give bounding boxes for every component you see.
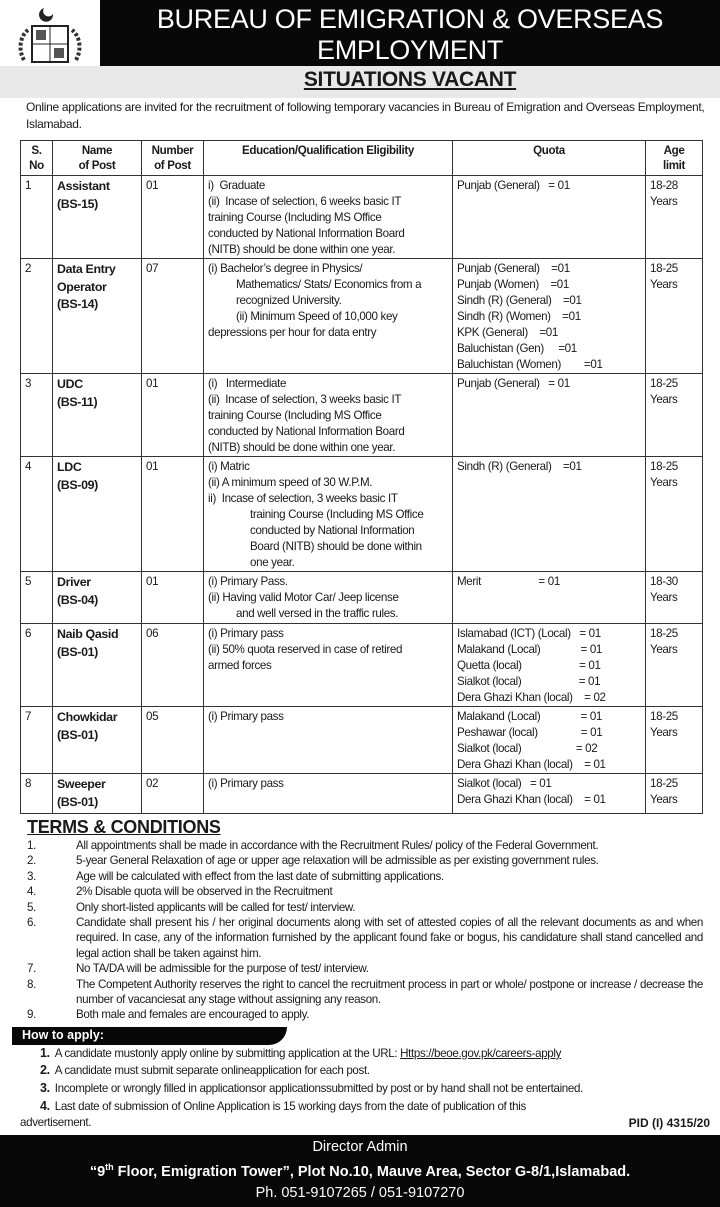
age-limit-line: Years <box>650 393 678 406</box>
eligibility-line: Board (NITB) should be done within <box>250 540 422 553</box>
header-text: limit <box>662 159 686 172</box>
how-item <box>40 1062 710 1080</box>
item-text: Incomplete or wrongly filled in applicationsor applicationssubmitted by post or by hand shall not be entertained. <box>54 1082 583 1096</box>
pid-number: PID (I) 4315/20 <box>628 1116 710 1131</box>
age-limit-line: Years <box>650 793 678 806</box>
serial-number: 7 <box>21 707 53 774</box>
eligibility-line: conducted by National Information Board <box>208 227 405 240</box>
eligibility-line: (i) Primary pass <box>208 710 284 723</box>
post-name <box>53 774 142 814</box>
quota-line: Sialkot (local) = 01 <box>457 777 552 790</box>
age-limit <box>646 176 703 259</box>
post-name-line: Assistant <box>57 179 110 193</box>
age-limit-line: 18-25 <box>650 627 678 640</box>
serial-number: 5 <box>21 572 53 624</box>
serial-number: 4 <box>21 457 53 572</box>
post-name-line: Chowkidar <box>57 710 118 724</box>
eligibility-line: (ii) Minimum Speed of 10,000 key <box>236 310 398 323</box>
eligibility <box>204 259 453 374</box>
post-name <box>53 176 142 259</box>
term-text: Age will be calculated with effect from the last date of submitting applications. <box>76 869 444 883</box>
post-count: 07 <box>142 259 204 374</box>
age-limit <box>646 707 703 774</box>
column-header <box>21 141 53 176</box>
term-text: Only short-listed applicants will be called for test/ interview. <box>76 900 356 914</box>
addr-sup: th <box>105 1162 114 1173</box>
eligibility <box>204 707 453 774</box>
serial-number: 8 <box>21 774 53 814</box>
age-limit-line: 18-25 <box>650 777 678 790</box>
eligibility-line: (i) Primary Pass. <box>208 575 288 588</box>
addr-part: Floor, Emigration Tower”, Plot No.10, Mauve Area, Sector G-8/1,Islamabad. <box>113 1164 631 1181</box>
eligibility-line: (NITB) should be done within one year. <box>208 441 396 454</box>
eligibility-line: depressions per hour for data entry <box>208 326 377 339</box>
column-header <box>646 141 703 176</box>
eligibility-line: (i) Matric <box>208 460 250 473</box>
eligibility-line: recognized University. <box>236 294 342 307</box>
term-number: 7. <box>27 962 36 976</box>
post-name-line: Operator <box>57 279 107 294</box>
age-limit-line: Years <box>650 476 678 489</box>
quota-line: KPK (General) =01 <box>457 326 558 339</box>
careers-apply-link[interactable]: Https://beoe.gov.pk/careers-apply <box>400 1046 562 1060</box>
term-item <box>27 838 703 853</box>
subtitle: SITUATIONS VACANT <box>303 68 517 91</box>
eligibility <box>204 176 453 259</box>
post-name-line: (BS-15) <box>57 196 98 211</box>
table-row <box>21 624 703 707</box>
quota <box>453 176 646 259</box>
eligibility-line: training Course (Including MS Office <box>208 409 382 422</box>
how-to-apply-heading: How to apply: <box>12 1027 287 1045</box>
item-number: 3. <box>40 1081 50 1096</box>
post-name-line: (BS-04) <box>57 592 98 607</box>
age-limit-line: 18-25 <box>650 262 678 275</box>
footer <box>0 1135 720 1207</box>
title-line-1: BUREAU OF EMIGRATION & OVERSEAS <box>156 4 664 34</box>
quota-line: Peshawar (local) = 01 <box>457 726 603 739</box>
post-name <box>53 374 142 457</box>
footer-phone: Ph. 051-9107265 / 051-9107270 <box>255 1184 465 1201</box>
eligibility-line: (ii) Incase of selection, 6 weeks basic IT <box>208 195 402 208</box>
quota <box>453 624 646 707</box>
eligibility-line: training Course (Including MS Office <box>208 211 382 224</box>
header-text: of Post <box>78 159 116 172</box>
term-item <box>27 961 703 976</box>
how-item-continued: advertisement. <box>20 1116 92 1130</box>
post-count: 05 <box>142 707 204 774</box>
eligibility-line: i) Graduate <box>208 179 266 192</box>
serial-number: 1 <box>21 176 53 259</box>
footer-title: Director Admin <box>312 1138 408 1155</box>
term-number: 3. <box>27 869 36 883</box>
table-row <box>21 259 703 374</box>
quota-line: Dera Ghazi Khan (local) = 01 <box>457 793 606 806</box>
term-text: 5-year General Relaxation of age or upper age relaxation will be admissible as per existing government rules. <box>76 854 599 868</box>
quota <box>453 374 646 457</box>
term-text: Candidate shall present his / her original documents along with set of attested copies of all the relevant documents as and when required. In case, any of the information furnished by the applicant found fake or bogus, his candidature shall stand cancelled and legal action shall be taken against him. <box>76 916 703 960</box>
quota-line: Sialkot (local) = 01 <box>457 675 601 688</box>
post-count: 06 <box>142 624 204 707</box>
quota-line: Baluchistan (Gen) =01 <box>457 342 577 355</box>
eligibility-line: (ii) Incase of selection, 3 weeks basic IT <box>208 393 402 406</box>
term-number: 1. <box>27 839 36 852</box>
eligibility <box>204 457 453 572</box>
item-number: 1. <box>40 1045 50 1060</box>
post-name-line: Driver <box>57 575 91 589</box>
quota-line: Quetta (local) = 01 <box>457 659 601 672</box>
age-limit-line: Years <box>650 726 678 739</box>
eligibility-line: training Course (Including MS Office <box>250 508 424 521</box>
eligibility-line: (i) Intermediate <box>208 377 287 390</box>
eligibility-line: (i) Primary pass <box>208 627 284 640</box>
item-number: 2. <box>40 1063 50 1078</box>
post-name-line: Data Entry <box>57 262 116 276</box>
term-number: 5. <box>27 900 36 914</box>
table-row <box>21 457 703 572</box>
term-item <box>27 1007 703 1022</box>
post-count: 01 <box>142 572 204 624</box>
eligibility <box>204 374 453 457</box>
how-item <box>40 1045 710 1063</box>
quota-line: Sindh (R) (General) =01 <box>457 460 582 473</box>
term-item <box>27 977 703 1008</box>
quota-line: Islamabad (ICT) (Local) = 01 <box>457 627 601 640</box>
eligibility-line: conducted by National Information <box>250 524 415 537</box>
title-line-2: EMPLOYMENT <box>316 35 504 65</box>
item-text: A candidate mustonly apply online by submitting application at the URL: <box>54 1046 401 1060</box>
term-text: The Competent Authority reserves the right to cancel the recruitment process in part or whole/ postpone or increase / decrease the number of vacanciesat any stage without assigning any reason. <box>76 977 703 1007</box>
eligibility-line: (i) Primary pass <box>208 777 284 790</box>
quota-line: Punjab (Women) =01 <box>457 278 569 291</box>
eligibility-line: (i) Bachelor’s degree in Physics/ <box>208 262 363 275</box>
how-item <box>40 1080 710 1098</box>
quota-line: Punjab (General) = 01 <box>457 377 570 390</box>
header-text: Age <box>663 144 685 157</box>
eligibility-line: ii) Incase of selection, 3 weeks basic IT <box>208 492 398 505</box>
post-name <box>53 259 142 374</box>
quota <box>453 457 646 572</box>
quota-line: Sindh (R) (Women) =01 <box>457 310 581 323</box>
term-text: All appointments shall be made in accordance with the Recruitment Rules/ policy of the Federal Government. <box>76 839 599 852</box>
main-content <box>0 140 720 1207</box>
column-header <box>204 141 453 176</box>
column-header <box>453 141 646 176</box>
term-text: No TA/DA will be admissible for the purpose of test/ interview. <box>76 962 369 976</box>
age-limit-line: 18-25 <box>650 460 678 473</box>
how-item-last-line <box>20 1115 710 1132</box>
column-header <box>142 141 204 176</box>
quota-line: Malakand (Local) = 01 <box>457 710 603 723</box>
term-item <box>27 915 703 961</box>
post-name <box>53 572 142 624</box>
terms-list <box>27 838 703 1023</box>
table-row <box>21 374 703 457</box>
term-number: 4. <box>27 885 36 899</box>
age-limit-line: Years <box>650 195 678 208</box>
post-count: 01 <box>142 374 204 457</box>
eligibility-line: conducted by National Information Board <box>208 425 405 438</box>
post-name-line: (BS-01) <box>57 727 98 742</box>
quota <box>453 774 646 814</box>
header-text: Name <box>81 144 113 157</box>
term-item <box>27 884 703 899</box>
quota-line: Sindh (R) (General) =01 <box>457 294 582 307</box>
eligibility-line: (ii) A minimum speed of 30 W.P.M. <box>208 476 373 489</box>
term-number: 8. <box>27 977 36 991</box>
quota-line: Malakand (Local) = 01 <box>457 643 603 656</box>
header-text: of Post <box>154 159 191 172</box>
quota-line: Sialkot (local) = 02 <box>457 742 598 755</box>
age-limit-line: 18-30 <box>650 575 678 588</box>
serial-number: 3 <box>21 374 53 457</box>
header-text: Number <box>151 144 194 157</box>
eligibility-line: and well versed in the traffic rules. <box>236 607 399 620</box>
post-name-line: UDC <box>57 377 83 391</box>
item-number: 4. <box>40 1098 50 1113</box>
age-limit-line: 18-28 <box>650 179 678 192</box>
term-number: 2. <box>27 854 36 868</box>
table-header-row <box>21 141 703 176</box>
table-row <box>21 774 703 814</box>
term-number: 9. <box>27 1008 36 1022</box>
addr-part: “9 <box>89 1164 106 1181</box>
table-row <box>21 707 703 774</box>
post-name <box>53 457 142 572</box>
quota <box>453 259 646 374</box>
eligibility <box>204 624 453 707</box>
eligibility-line: (ii) 50% quota reserved in case of retired <box>208 643 403 656</box>
table-row <box>21 572 703 624</box>
term-text: 2% Disable quota will be observed in the Recruitment <box>76 885 333 899</box>
header-text: S. <box>31 144 42 157</box>
footer-address <box>0 1157 720 1182</box>
post-name-line: LDC <box>57 460 82 474</box>
eligibility-line: one year. <box>250 556 295 569</box>
post-name-line: Naib Qasid <box>57 627 119 641</box>
term-item <box>27 900 703 915</box>
post-name-line: (BS-09) <box>57 477 98 492</box>
quota <box>453 572 646 624</box>
post-name <box>53 707 142 774</box>
eligibility-line: Mathematics/ Stats/ Economics from a <box>236 278 422 291</box>
age-limit-line: Years <box>650 278 678 291</box>
quota <box>453 707 646 774</box>
post-count: 01 <box>142 176 204 259</box>
age-limit-line: Years <box>650 591 678 604</box>
post-name-line: (BS-01) <box>57 644 98 659</box>
quota-line: Dera Ghazi Khan (local) = 01 <box>457 758 606 771</box>
how-to-apply-list <box>20 1045 710 1132</box>
age-limit <box>646 624 703 707</box>
item-text: Last date of submission of Online Application is 15 working days from the date of publication of this <box>54 1099 526 1113</box>
item-text: A candidate must submit separate onlineapplication for each post. <box>54 1064 370 1078</box>
post-name-line: Sweeper <box>57 777 106 791</box>
table-row <box>21 176 703 259</box>
post-name-line: (BS-14) <box>57 297 98 311</box>
post-name <box>53 624 142 707</box>
quota-line: Merit = 01 <box>457 575 560 588</box>
eligibility-line: armed forces <box>208 659 272 672</box>
post-name-line: (BS-11) <box>57 394 98 409</box>
serial-number: 2 <box>21 259 53 374</box>
eligibility <box>204 774 453 814</box>
age-limit-line: 18-25 <box>650 377 678 390</box>
eligibility <box>204 572 453 624</box>
eligibility-line: (NITB) should be done within one year. <box>208 243 396 256</box>
age-limit <box>646 774 703 814</box>
age-limit <box>646 259 703 374</box>
age-limit <box>646 374 703 457</box>
age-limit-line: Years <box>650 643 678 656</box>
vacancy-table <box>20 140 703 814</box>
age-limit <box>646 457 703 572</box>
age-limit <box>646 572 703 624</box>
column-header <box>53 141 142 176</box>
term-number: 6. <box>27 916 36 930</box>
header-text: Education/Qualification Eligibility <box>242 144 414 157</box>
header-text: Quota <box>533 144 565 157</box>
age-limit-line: 18-25 <box>650 710 678 723</box>
how-item <box>40 1098 710 1116</box>
serial-number: 6 <box>21 624 53 707</box>
page-title <box>100 4 720 66</box>
post-name-line: (BS-01) <box>57 794 98 809</box>
term-item <box>27 853 703 868</box>
post-count: 02 <box>142 774 204 814</box>
term-item <box>27 869 703 884</box>
term-text: Both male and females are encouraged to apply. <box>76 1008 310 1022</box>
quota-line: Punjab (General) =01 <box>457 262 570 275</box>
intro-text: Online applications are invited for the recruitment of following temporary vacancies in Bureau of Emigration and Overseas Employment, Islamabad. <box>26 100 705 131</box>
quota-line: Dera Ghazi Khan (local) = 02 <box>457 691 606 704</box>
quota-line: Punjab (General) = 01 <box>457 179 570 192</box>
eligibility-line: (ii) Having valid Motor Car/ Jeep license <box>208 591 399 604</box>
post-count: 01 <box>142 457 204 572</box>
terms-heading: TERMS & CONDITIONS <box>27 817 221 837</box>
header-text: No <box>29 159 44 172</box>
quota-line: Baluchistan (Women) =01 <box>457 358 603 371</box>
